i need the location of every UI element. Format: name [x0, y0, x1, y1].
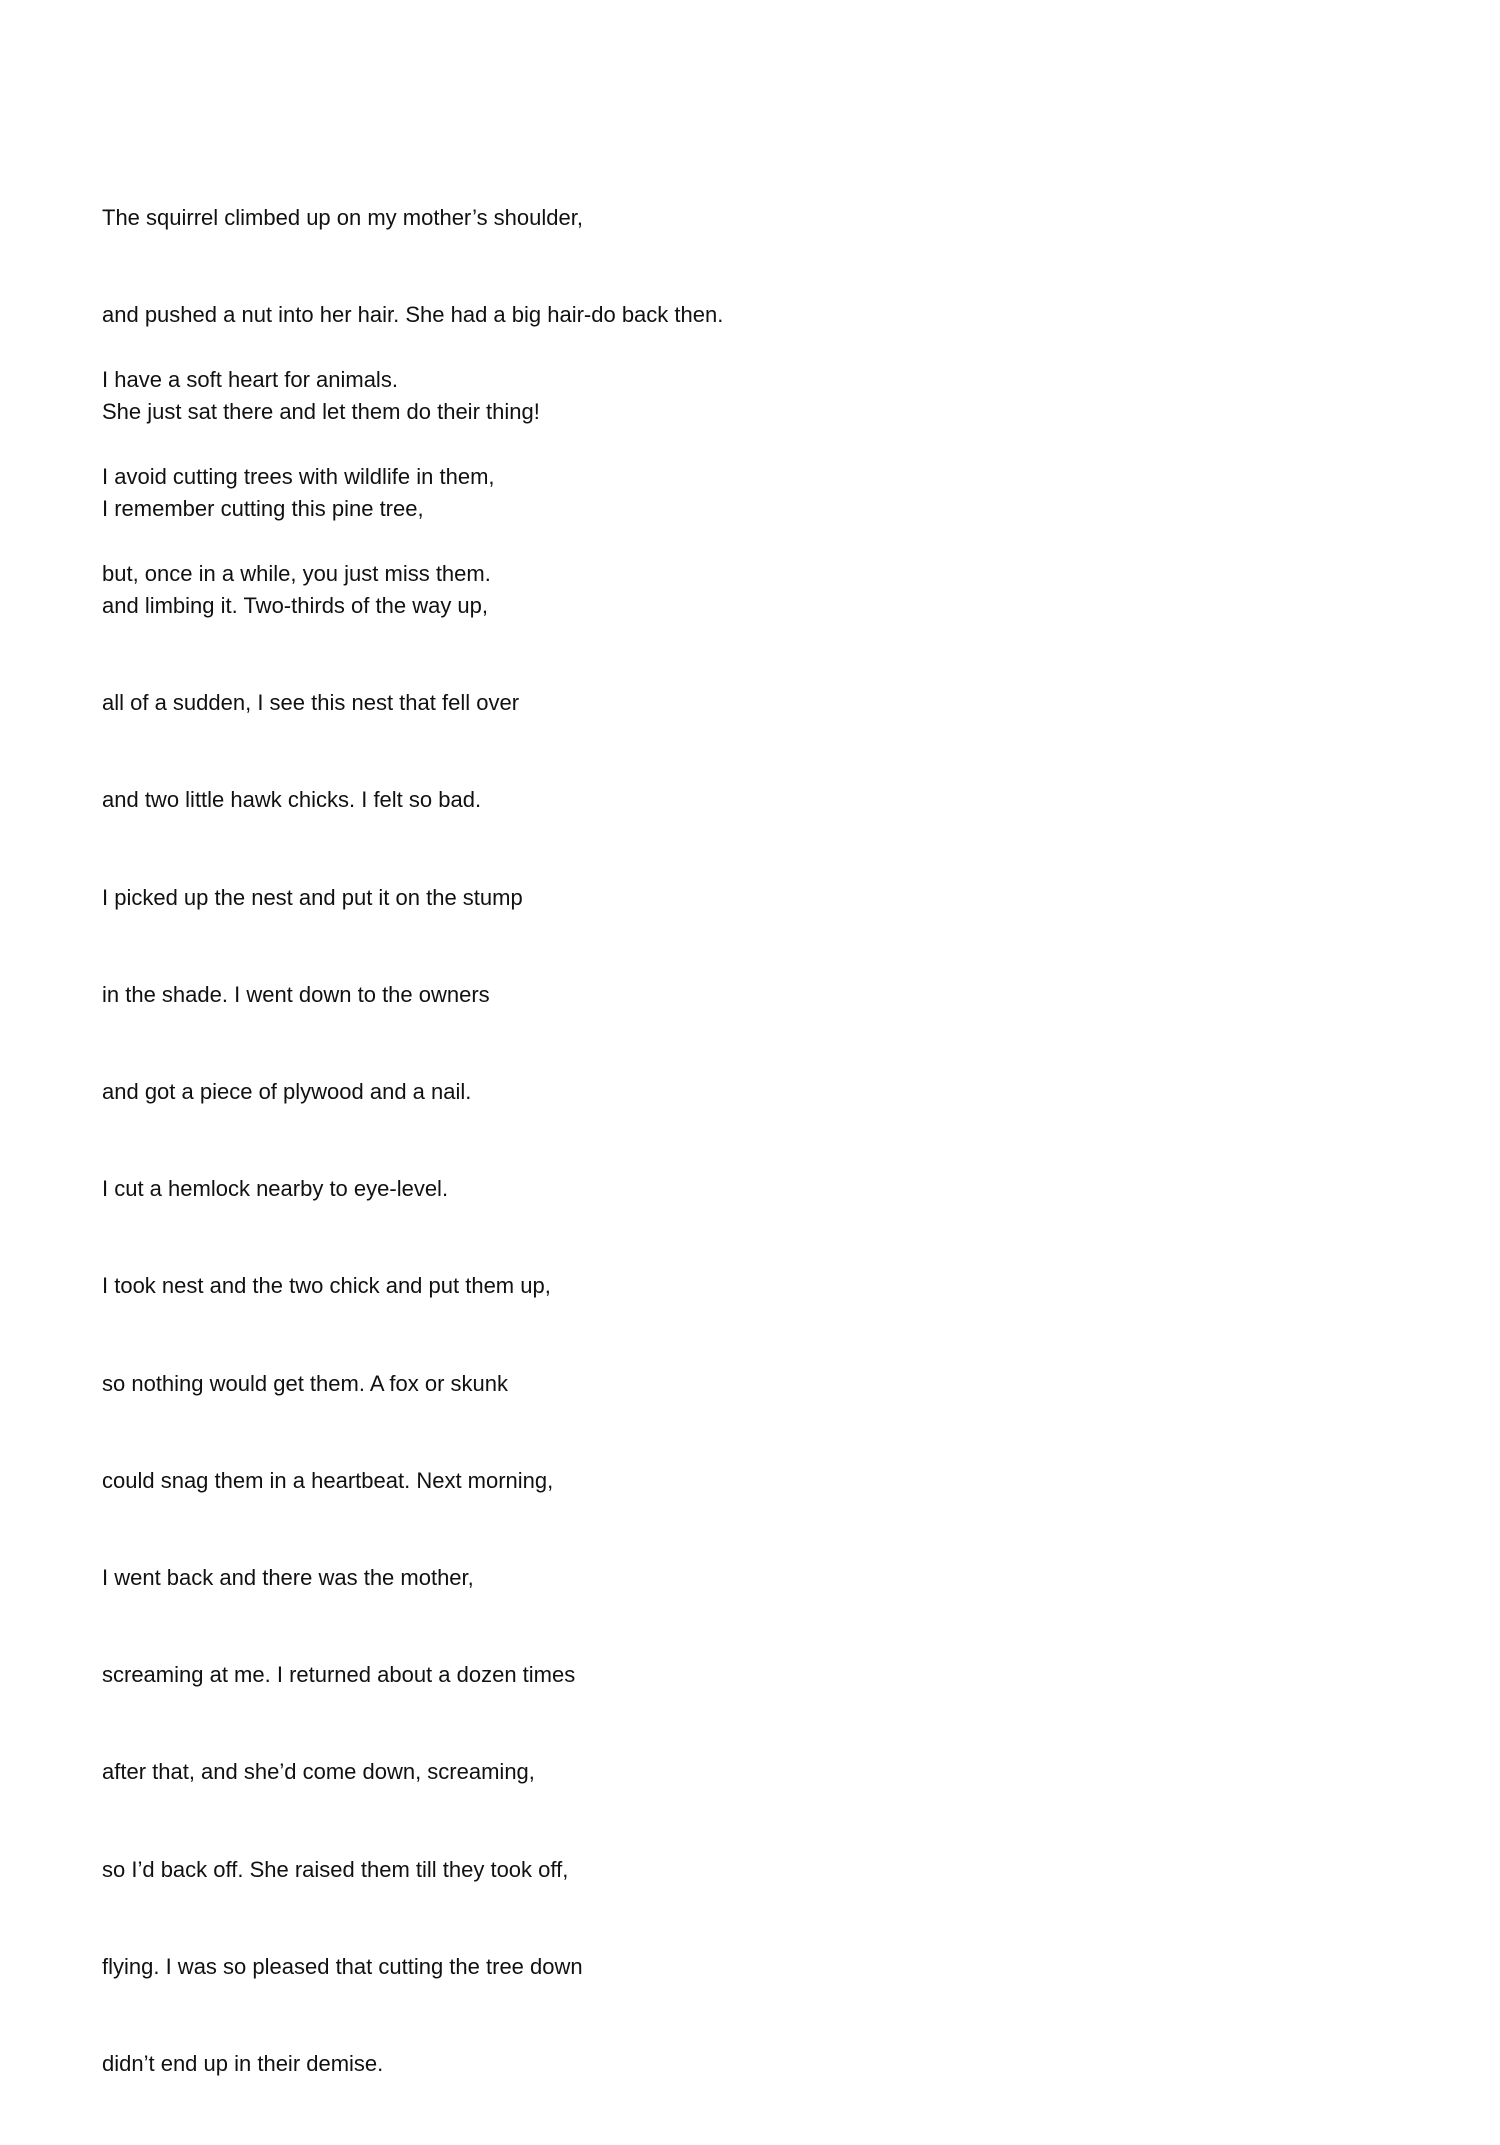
poem-line: flying. I was so pleased that cutting the tree down: [102, 1953, 583, 1979]
poem-line: didn’t end up in their demise.: [102, 2051, 384, 2077]
poem-line: but, once in a while, you just miss them.: [102, 561, 491, 587]
poem-line: could snag them in a heartbeat. Next morning,: [102, 1467, 554, 1493]
poem-line: and limbing it. Two-thirds of the way up,: [102, 593, 489, 619]
poem-line: She just sat there and let them do their thing!: [102, 399, 540, 425]
poem-line: I remember cutting this pine tree,: [102, 495, 424, 521]
poem-line: so I’d back off. She raised them till they took off,: [102, 1856, 569, 1882]
poem-line: so nothing would get them. A fox or skunk: [102, 1370, 509, 1396]
stanza-3: [102, 428, 583, 2145]
poem-line: The squirrel climbed up on my mother’s shoulder,: [102, 204, 583, 230]
poem-line: and two little hawk chicks. I felt so bad.: [102, 787, 482, 813]
poem-line: I went back and there was the mother,: [102, 1565, 474, 1591]
poem-line: I picked up the nest and put it on the stump: [102, 884, 523, 910]
poem-line: I have a soft heart for animals.: [102, 366, 398, 392]
poem-line: screaming at me. I returned about a dozen times: [102, 1662, 576, 1688]
poem-line: after that, and she’d come down, screaming,: [102, 1759, 535, 1785]
poem-line: and got a piece of plywood and a nail.: [102, 1079, 472, 1105]
poem-line: in the shade. I went down to the owners: [102, 981, 490, 1007]
poem-line: I cut a hemlock nearby to eye-level.: [102, 1176, 449, 1202]
poem-line: and pushed a nut into her hair. She had a big hair-do back then.: [102, 302, 724, 328]
poem-line: all of a sudden, I see this nest that fell over: [102, 690, 520, 716]
poem-line: I avoid cutting trees with wildlife in them,: [102, 464, 495, 490]
poem-line: I took nest and the two chick and put them up,: [102, 1273, 551, 1299]
